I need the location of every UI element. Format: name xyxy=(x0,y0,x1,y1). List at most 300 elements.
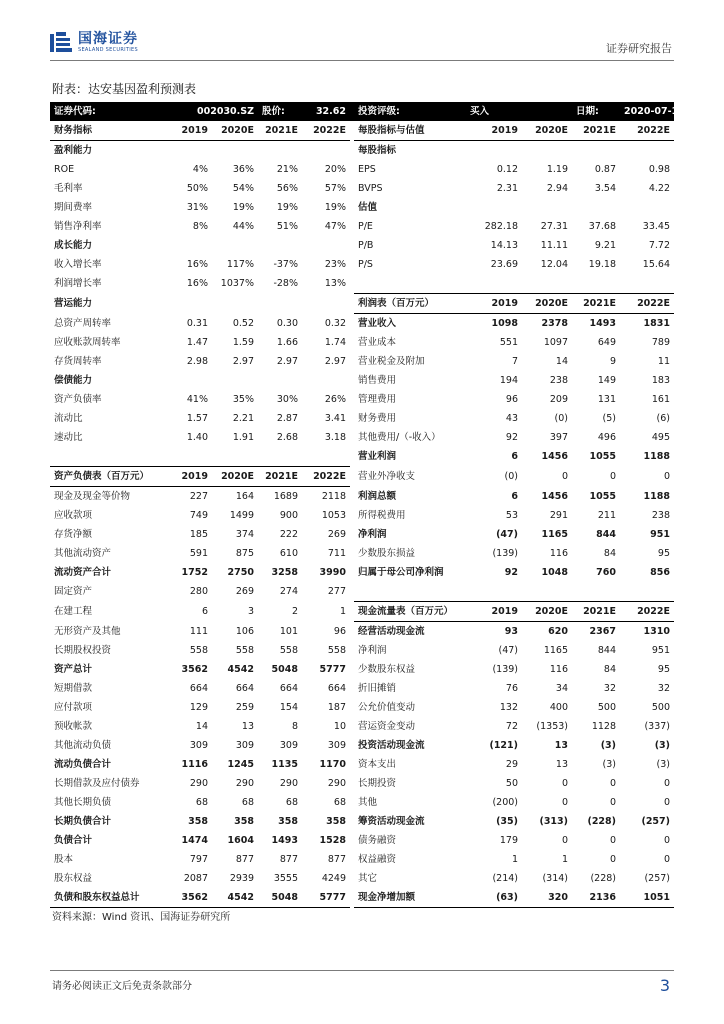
table-row xyxy=(50,255,674,274)
right-cell-value xyxy=(522,198,572,217)
right-cell-value: 2378 xyxy=(541,318,568,329)
report-type-label: 证券研究报告 xyxy=(606,42,672,55)
left-cell-value: 280 xyxy=(189,586,208,598)
right-cell-value: 14 xyxy=(555,356,568,367)
right-cell-value: 2021E xyxy=(572,121,620,141)
left-cell-value: 2021E xyxy=(258,121,302,141)
right-cell-value: 84 xyxy=(603,548,616,559)
left-cell-value: 2020E xyxy=(212,467,258,487)
table-row xyxy=(50,179,674,198)
right-cell-value: 13 xyxy=(555,759,568,770)
right-row-label: 债务融资 xyxy=(358,835,397,846)
right-row-label: EPS xyxy=(358,164,376,175)
right-row-label: 管理费用 xyxy=(358,394,397,405)
right-cell-value: 72 xyxy=(505,721,518,732)
left-cell-value: 610 xyxy=(279,548,298,559)
left-cell-value: 797 xyxy=(189,854,208,865)
right-row-label: 现金流量表（百万元） xyxy=(354,602,466,622)
right-cell-value: 1456 xyxy=(541,490,568,502)
left-cell-value: 68 xyxy=(333,797,346,808)
right-cell-value: (200) xyxy=(492,797,518,808)
right-cell-value: 282.18 xyxy=(484,221,518,232)
right-row-label: 净利润 xyxy=(358,529,387,540)
right-cell-value: 500 xyxy=(651,702,670,713)
left-cell-value: 290 xyxy=(279,778,298,789)
right-cell-value: 1831 xyxy=(643,318,670,329)
left-cell-value xyxy=(258,294,302,314)
disclaimer-note: 请务必阅读正文后免责条款部分 xyxy=(52,981,192,992)
right-cell-value: 92 xyxy=(504,567,518,578)
left-cell-value: 44% xyxy=(232,221,254,232)
right-cell-value: 11.11 xyxy=(540,240,568,251)
table-title: 附表：达安基因盈利预测表 xyxy=(52,82,197,96)
left-cell-value: 3 xyxy=(247,606,254,617)
left-cell-value: 26% xyxy=(324,394,346,405)
left-cell-value: 14 xyxy=(195,721,208,732)
right-cell-value: 29 xyxy=(505,759,518,770)
left-cell-value: -37% xyxy=(273,259,298,270)
right-cell-value: (1353) xyxy=(536,721,568,732)
left-cell-value: 2019 xyxy=(162,121,212,141)
right-cell-value: 0 xyxy=(663,835,670,846)
left-cell-value: 101 xyxy=(279,625,298,637)
left-cell-value: 259 xyxy=(235,702,254,713)
rating-label: 投资评级: xyxy=(354,102,466,121)
sealand-logo-icon xyxy=(50,32,72,54)
right-cell-value: 0.87 xyxy=(594,164,616,175)
left-cell-value: 4542 xyxy=(212,888,258,908)
right-cell-value: 0 xyxy=(609,778,616,789)
left-cell-value: 664 xyxy=(189,683,208,694)
right-cell-value: 50 xyxy=(505,778,518,789)
right-cell-value: (47) xyxy=(498,645,518,656)
security-code: 002030.SZ xyxy=(162,102,258,121)
right-cell-value xyxy=(466,141,522,161)
right-cell-value: (257) xyxy=(641,816,670,827)
left-cell-value: 1053 xyxy=(321,510,346,521)
right-cell-value: 320 xyxy=(522,888,572,908)
table-row xyxy=(50,467,674,487)
right-cell-value: 179 xyxy=(499,835,518,846)
left-cell-value: 2939 xyxy=(229,873,254,884)
right-cell-value: 1048 xyxy=(541,567,568,578)
header-divider xyxy=(50,60,674,61)
right-cell-value: 1.19 xyxy=(546,164,568,175)
right-cell-value: 500 xyxy=(597,702,616,713)
left-cell-value: 269 xyxy=(327,529,346,540)
right-cell-value: 11 xyxy=(657,356,670,367)
left-cell-value: 277 xyxy=(327,586,346,598)
right-cell-value: 1055 xyxy=(589,490,616,502)
left-cell-value: 290 xyxy=(235,778,254,789)
left-cell-value: 2.87 xyxy=(276,413,298,424)
left-cell-value: 117% xyxy=(226,259,254,270)
right-cell-value: 43 xyxy=(505,413,518,424)
right-cell-value: 92 xyxy=(505,432,518,443)
right-cell-value: 93 xyxy=(504,626,518,637)
price-value: 32.62 xyxy=(302,102,350,121)
right-cell-value: 856 xyxy=(650,567,670,578)
left-row-label: 负债合计 xyxy=(54,835,93,846)
left-cell-value: 164 xyxy=(235,491,254,502)
right-row-label: 其他 xyxy=(358,797,378,808)
left-cell-value: 30% xyxy=(276,394,298,405)
table-row xyxy=(50,198,674,217)
left-cell-value: 2020E xyxy=(212,121,258,141)
left-cell-value: 1493 xyxy=(271,835,298,846)
right-cell-value xyxy=(620,582,674,602)
right-row-label: 每股指标 xyxy=(358,145,397,156)
left-cell-value: 3.41 xyxy=(324,413,346,424)
left-cell-value: 3562 xyxy=(162,888,212,908)
right-cell-value: 7.72 xyxy=(648,240,670,251)
left-cell-value: 187 xyxy=(327,702,346,713)
left-row-label: 其他流动资产 xyxy=(54,548,112,559)
left-row-label: 流动资产合计 xyxy=(54,567,112,578)
left-row-label: 存货净额 xyxy=(54,529,93,540)
table-row xyxy=(50,698,674,717)
right-cell-value xyxy=(522,582,572,602)
left-cell-value: 2.21 xyxy=(232,413,254,424)
security-code-label: 证券代码: xyxy=(50,102,162,121)
left-cell-value: 3.18 xyxy=(324,432,346,443)
right-row-label: BVPS xyxy=(358,183,383,194)
right-cell-value: 1165 xyxy=(541,529,568,540)
right-row-label: 销售费用 xyxy=(358,375,397,386)
left-cell-value: 185 xyxy=(189,529,208,540)
left-cell-value: 2022E xyxy=(302,467,350,487)
left-row-label: 毛利率 xyxy=(54,183,83,194)
right-cell-value: 0 xyxy=(663,797,670,808)
right-row-label: 筹资活动现金流 xyxy=(358,816,425,827)
table-row xyxy=(50,409,674,428)
left-cell-value: 2118 xyxy=(321,491,346,502)
right-row-label: 资本支出 xyxy=(358,759,397,770)
right-cell-value: 2019 xyxy=(466,602,522,622)
right-cell-value: 32 xyxy=(603,683,616,694)
left-cell-value: 3562 xyxy=(181,664,208,675)
left-cell-value: 0.30 xyxy=(276,317,298,329)
left-row-label: 固定资产 xyxy=(54,586,93,598)
right-cell-value: (3) xyxy=(656,759,670,770)
right-row-label: 利润表（百万元） xyxy=(354,294,466,314)
left-row-label: 股东权益 xyxy=(54,873,93,884)
left-cell-value: 290 xyxy=(327,778,346,789)
table-row xyxy=(50,487,674,507)
right-cell-value xyxy=(620,198,674,217)
left-cell-value: 664 xyxy=(235,683,254,694)
left-cell-value: 374 xyxy=(235,529,254,540)
left-cell-value: 8% xyxy=(192,221,208,232)
right-cell-value: 131 xyxy=(597,394,616,405)
left-cell-value: 1 xyxy=(339,606,346,617)
left-cell-value: 154 xyxy=(279,702,298,713)
right-cell-value: 0 xyxy=(663,778,670,789)
left-cell-value xyxy=(162,294,212,314)
right-cell-value: 183 xyxy=(651,375,670,386)
left-row-label: 在建工程 xyxy=(54,606,93,617)
left-cell-value: 47% xyxy=(324,221,346,232)
left-cell-value: 875 xyxy=(235,548,254,559)
left-cell-value: 1.66 xyxy=(276,337,298,348)
left-cell-value xyxy=(302,294,350,314)
left-row-label: 长期借款及应付债券 xyxy=(54,778,140,789)
right-cell-value xyxy=(572,198,620,217)
right-cell-value: (47) xyxy=(496,529,518,540)
right-row-label: 折旧摊销 xyxy=(358,683,397,694)
right-cell-value: 0 xyxy=(561,797,568,808)
right-cell-value: 951 xyxy=(650,529,670,540)
right-cell-value: 14.13 xyxy=(490,240,518,251)
left-cell-value: 1499 xyxy=(229,510,254,521)
left-row-label xyxy=(50,447,162,467)
left-cell-value: 31% xyxy=(186,202,208,213)
right-cell-value: 0 xyxy=(561,471,568,482)
right-cell-value: 397 xyxy=(549,432,568,443)
right-cell-value: 1493 xyxy=(589,318,616,329)
left-cell-value: 1689 xyxy=(273,491,298,502)
right-cell-value: 2021E xyxy=(572,602,620,622)
left-row-label: 盈利能力 xyxy=(54,145,93,156)
right-cell-value xyxy=(522,274,572,294)
security-info-row xyxy=(50,102,674,121)
right-cell-value: 2367 xyxy=(589,626,616,637)
left-cell-value xyxy=(258,236,302,255)
right-cell-value: 1188 xyxy=(643,451,670,463)
rating-value: 买入 xyxy=(466,102,522,121)
right-cell-value: (3) xyxy=(600,740,616,751)
right-cell-value: 495 xyxy=(651,432,670,443)
right-cell-value: 34 xyxy=(555,683,568,694)
right-cell-value xyxy=(466,274,522,294)
left-cell-value: 227 xyxy=(189,491,208,502)
table-row xyxy=(50,121,674,141)
right-cell-value: 400 xyxy=(549,702,568,713)
left-cell-value: 2.68 xyxy=(276,432,298,443)
left-cell-value: 1037% xyxy=(220,278,254,290)
right-row-label: 少数股东损益 xyxy=(358,548,416,559)
left-row-label: 速动比 xyxy=(54,432,83,443)
right-cell-value: 2022E xyxy=(620,121,674,141)
left-cell-value: 20% xyxy=(324,164,346,175)
table-row xyxy=(50,390,674,409)
right-row-label: 其它 xyxy=(358,873,378,884)
left-cell-value: 309 xyxy=(189,740,208,751)
table-row xyxy=(50,371,674,390)
left-row-label: 现金及现金等价物 xyxy=(54,491,131,502)
left-cell-value: 1.47 xyxy=(186,337,208,348)
left-cell-value: 54% xyxy=(232,183,254,194)
left-cell-value: 664 xyxy=(327,683,346,694)
right-cell-value: (3) xyxy=(602,759,616,770)
left-cell-value xyxy=(258,447,302,467)
table-row xyxy=(50,563,674,582)
right-cell-value: (214) xyxy=(492,873,518,884)
logo-english-name: SEALAND SECURITIES xyxy=(78,47,138,53)
right-row-label: 净利润 xyxy=(358,645,387,656)
right-cell-value: 2.94 xyxy=(546,183,568,194)
right-cell-value: 1188 xyxy=(643,490,670,502)
right-cell-value: 1097 xyxy=(543,337,568,348)
right-row-label: 少数股东权益 xyxy=(358,664,416,675)
table-row xyxy=(50,774,674,793)
right-cell-value: 1165 xyxy=(543,645,568,656)
left-cell-value: 2.97 xyxy=(276,356,298,367)
right-cell-value: 7 xyxy=(511,356,518,367)
left-row-label: 长期股权投资 xyxy=(54,645,112,656)
right-cell-value: 6 xyxy=(511,490,518,502)
right-cell-value: 2136 xyxy=(572,888,620,908)
right-row-label: 财务费用 xyxy=(358,413,397,424)
right-cell-value: 9.21 xyxy=(594,240,616,251)
left-cell-value: 0.31 xyxy=(186,317,208,329)
page-header xyxy=(50,28,674,58)
right-cell-value: 0 xyxy=(609,854,616,865)
right-cell-value: 0 xyxy=(663,854,670,865)
data-source-note: 资料来源：Wind 资讯、国海证券研究所 xyxy=(52,912,231,923)
right-cell-value: 2020E xyxy=(522,602,572,622)
left-row-label: 资产负债表（百万元） xyxy=(50,467,162,487)
left-cell-value: 1474 xyxy=(181,835,208,846)
right-cell-value: 620 xyxy=(548,626,568,637)
table-row xyxy=(50,831,674,850)
table-row xyxy=(50,506,674,525)
left-cell-value: 96 xyxy=(333,625,346,637)
left-row-label: 资产负债率 xyxy=(54,394,102,405)
left-row-label: 资产总计 xyxy=(54,664,93,675)
left-cell-value: 3555 xyxy=(273,873,298,884)
table-row xyxy=(50,141,674,161)
left-row-label: 长期负债合计 xyxy=(54,816,112,827)
table-row xyxy=(50,869,674,888)
table-row xyxy=(50,755,674,774)
left-cell-value: 111 xyxy=(189,625,208,637)
left-cell-value: 2.97 xyxy=(324,356,346,367)
right-cell-value: 194 xyxy=(499,375,518,386)
left-cell-value: 1528 xyxy=(319,835,346,846)
right-cell-value: 2020E xyxy=(522,121,572,141)
table-row xyxy=(50,793,674,812)
table-row xyxy=(50,736,674,755)
right-cell-value: (121) xyxy=(489,740,518,751)
right-cell-value: 1051 xyxy=(620,888,674,908)
left-row-label: 销售净利率 xyxy=(54,221,102,232)
left-cell-value: 0.52 xyxy=(232,317,254,329)
right-cell-value: 12.04 xyxy=(540,259,568,270)
left-cell-value: 290 xyxy=(189,778,208,789)
left-cell-value xyxy=(212,447,258,467)
left-row-label: 收入增长率 xyxy=(54,259,102,270)
right-cell-value: 238 xyxy=(549,375,568,386)
right-cell-value: 95 xyxy=(657,664,670,675)
right-cell-value xyxy=(572,582,620,602)
table-row xyxy=(50,679,674,698)
right-cell-value: (337) xyxy=(644,721,670,732)
table-row xyxy=(50,274,674,294)
right-row-label: 每股指标与估值 xyxy=(354,121,466,141)
right-cell-value: 1128 xyxy=(591,721,616,732)
left-cell-value: 13% xyxy=(324,278,346,290)
left-cell-value: 309 xyxy=(327,740,346,751)
left-cell-value xyxy=(162,447,212,467)
right-cell-value: (139) xyxy=(492,664,518,675)
left-cell-value xyxy=(302,141,350,161)
right-cell-value: 2021E xyxy=(572,294,620,314)
right-row-label: P/S xyxy=(358,259,373,270)
left-row-label: 成长能力 xyxy=(54,240,93,251)
right-cell-value: 84 xyxy=(603,664,616,675)
footer-divider xyxy=(50,970,674,971)
left-cell-value: 1116 xyxy=(181,759,208,770)
left-cell-value: 4542 xyxy=(227,664,254,675)
right-cell-value: (3) xyxy=(654,740,670,751)
right-cell-value: 2022E xyxy=(620,602,674,622)
right-row-label: 权益融资 xyxy=(358,854,397,865)
left-cell-value: 1752 xyxy=(181,567,208,578)
right-cell-value: 3.54 xyxy=(594,183,616,194)
left-cell-value: 51% xyxy=(276,221,298,232)
left-row-label: 预收帐款 xyxy=(54,721,93,732)
left-cell-value: 50% xyxy=(186,183,208,194)
left-cell-value: 41% xyxy=(186,394,208,405)
left-cell-value xyxy=(212,294,258,314)
right-cell-value: 0 xyxy=(609,797,616,808)
right-row-label: 利润总额 xyxy=(358,490,397,502)
right-cell-value: (0) xyxy=(554,413,568,424)
left-cell-value: 274 xyxy=(279,586,298,598)
right-cell-value xyxy=(522,141,572,161)
left-cell-value: 2750 xyxy=(227,567,254,578)
right-cell-value xyxy=(620,274,674,294)
right-row-label: 长期投资 xyxy=(358,778,397,789)
right-cell-value: (314) xyxy=(542,873,568,884)
left-cell-value: 1170 xyxy=(319,759,346,770)
right-row-label: P/E xyxy=(358,221,373,232)
left-row-label: 其他长期负债 xyxy=(54,797,112,808)
left-cell-value: 106 xyxy=(235,625,254,637)
left-cell-value: 68 xyxy=(241,797,254,808)
table-row xyxy=(50,660,674,679)
right-cell-value: 844 xyxy=(596,529,616,540)
table-row xyxy=(50,602,674,622)
right-cell-value: (63) xyxy=(466,888,522,908)
left-cell-value: 1.59 xyxy=(232,337,254,348)
table-row xyxy=(50,544,674,563)
table-row xyxy=(50,850,674,869)
right-cell-value: 789 xyxy=(651,337,670,348)
left-row-label: 无形资产及其他 xyxy=(54,625,121,637)
left-cell-value: 10 xyxy=(333,721,346,732)
left-cell-value: 2 xyxy=(291,606,298,617)
right-cell-value: 1098 xyxy=(491,318,518,329)
left-row-label: 财务指标 xyxy=(50,121,162,141)
right-cell-value: 2.31 xyxy=(496,183,518,194)
left-row-label: 利润增长率 xyxy=(54,278,102,290)
left-cell-value: 4% xyxy=(192,164,208,175)
left-row-label: 总资产周转率 xyxy=(54,317,112,329)
right-row-label: 营业利润 xyxy=(358,451,397,463)
left-cell-value: 1135 xyxy=(271,759,298,770)
table-row xyxy=(50,333,674,352)
left-cell-value: 1.91 xyxy=(232,432,254,443)
right-cell-value: 1456 xyxy=(541,451,568,463)
left-cell-value: 2021E xyxy=(258,467,302,487)
right-cell-value: 0 xyxy=(561,835,568,846)
left-cell-value: 1245 xyxy=(227,759,254,770)
table-row xyxy=(50,428,674,447)
right-cell-value: 23.69 xyxy=(490,259,518,270)
table-row xyxy=(50,525,674,544)
